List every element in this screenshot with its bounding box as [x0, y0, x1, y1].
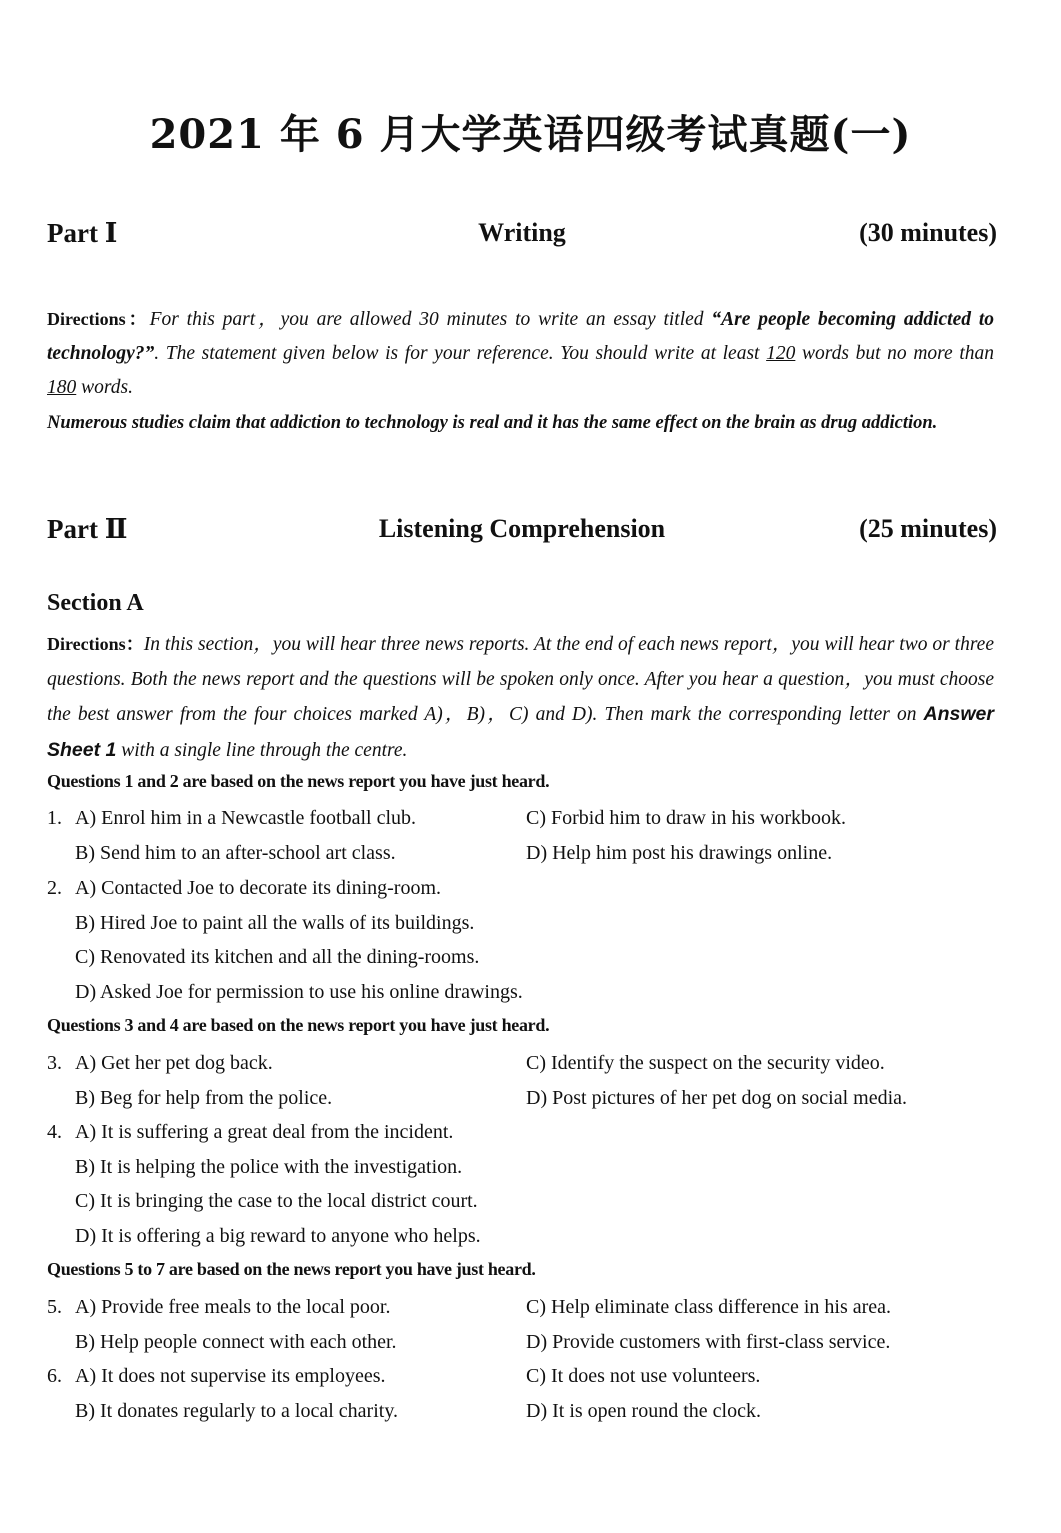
option-a: A) Enrol him in a Newcastle football club. — [75, 807, 417, 829]
part-1-time: (30 minutes) — [859, 218, 997, 247]
section-a-title: Section A — [47, 590, 144, 616]
option-d: D) Post pictures of her pet dog on social media. — [526, 1087, 908, 1109]
part-2-directions: Directions：In this section，you will hear three news reports. At the end of each news report，you will hear two or three questions. Both the news report and the questions will be spoken only once. After you hear a question，you must choose the best answer from the four choices marked A)，B)，C) and D). Then mark the corresponding letter on Answer Sheet 1 with a single line through the centre. — [47, 634, 994, 761]
option-c: C) It is bringing the case to the local district court. — [75, 1190, 478, 1212]
question-number: 4. — [47, 1121, 62, 1143]
option-a: A) Provide free meals to the local poor. — [75, 1296, 391, 1318]
option-d: D) It is open round the clock. — [526, 1400, 761, 1422]
part-2-header — [47, 514, 997, 550]
option-a: A) Get her pet dog back. — [75, 1052, 273, 1074]
option-d: D) Help him post his drawings online. — [526, 842, 833, 864]
directions-lead: Directions： — [47, 309, 150, 329]
part-1-name: Writing — [478, 218, 566, 247]
option-c: C) Identify the suspect on the security video. — [526, 1052, 885, 1074]
option-a: A) Contacted Joe to decorate its dining-room. — [75, 877, 442, 899]
question-number: 1. — [47, 807, 62, 829]
option-d: D) Provide customers with first-class service. — [526, 1331, 891, 1353]
option-b: B) It donates regularly to a local charity. — [75, 1400, 399, 1422]
part-2-time: (25 minutes) — [859, 514, 997, 543]
question-number: 5. — [47, 1296, 62, 1318]
option-a: A) It does not supervise its employees. — [75, 1365, 386, 1387]
question-group-heading: Questions 1 and 2 are based on the news report you have just heard. — [47, 771, 550, 791]
question-group-heading: Questions 5 to 7 are based on the news report you have just heard. — [47, 1259, 536, 1279]
option-c: C) Help eliminate class difference in his area. — [526, 1296, 892, 1318]
part-1-label: Part Ⅰ — [47, 218, 118, 248]
part-2-name: Listening Comprehension — [378, 514, 666, 543]
question-number: 2. — [47, 877, 62, 899]
option-b: B) Hired Joe to paint all the walls of its buildings. — [75, 912, 475, 934]
option-c: C) Renovated its kitchen and all the dining-rooms. — [75, 946, 480, 968]
directions-lead: Directions： — [47, 634, 144, 654]
answer-sheet-ref: Answer Sheet 1 — [47, 703, 994, 761]
option-a: A) It is suffering a great deal from the incident. — [75, 1121, 454, 1143]
option-b: B) It is helping the police with the investigation. — [75, 1156, 463, 1178]
part-1-header — [47, 218, 997, 254]
min-words: 120 — [766, 343, 796, 364]
page-title: 2021 年 6 月大学英语四级考试真题(一) — [149, 111, 912, 158]
option-b: B) Send him to an after-school art class. — [75, 842, 396, 864]
option-d: D) It is offering a big reward to anyone who helps. — [75, 1225, 481, 1247]
question-number: 6. — [47, 1365, 62, 1387]
option-d: D) Asked Joe for permission to use his online drawings. — [75, 981, 523, 1003]
option-c: C) Forbid him to draw in his workbook. — [526, 807, 846, 829]
part-2-label: Part Ⅱ — [47, 514, 128, 544]
question-group-heading: Questions 3 and 4 are based on the news report you have just heard. — [47, 1015, 550, 1035]
part-1-directions: Directions：For this part，you are allowed 30 minutes to write an essay titled “Are people becoming addicted to technology?”. The statement given below is for your reference. You should write at least 120 words but no more than 180 words. — [47, 309, 994, 398]
essay-title: “Are people becoming addicted to technology?” — [47, 309, 994, 364]
part-1-statement: Numerous studies claim that addiction to technology is real and it has the same effect on the brain as drug addiction. — [47, 413, 938, 433]
option-b: B) Help people connect with each other. — [75, 1331, 397, 1353]
max-words: 180 — [47, 377, 77, 398]
option-c: C) It does not use volunteers. — [526, 1365, 761, 1387]
question-number: 3. — [47, 1052, 62, 1074]
option-b: B) Beg for help from the police. — [75, 1087, 333, 1109]
